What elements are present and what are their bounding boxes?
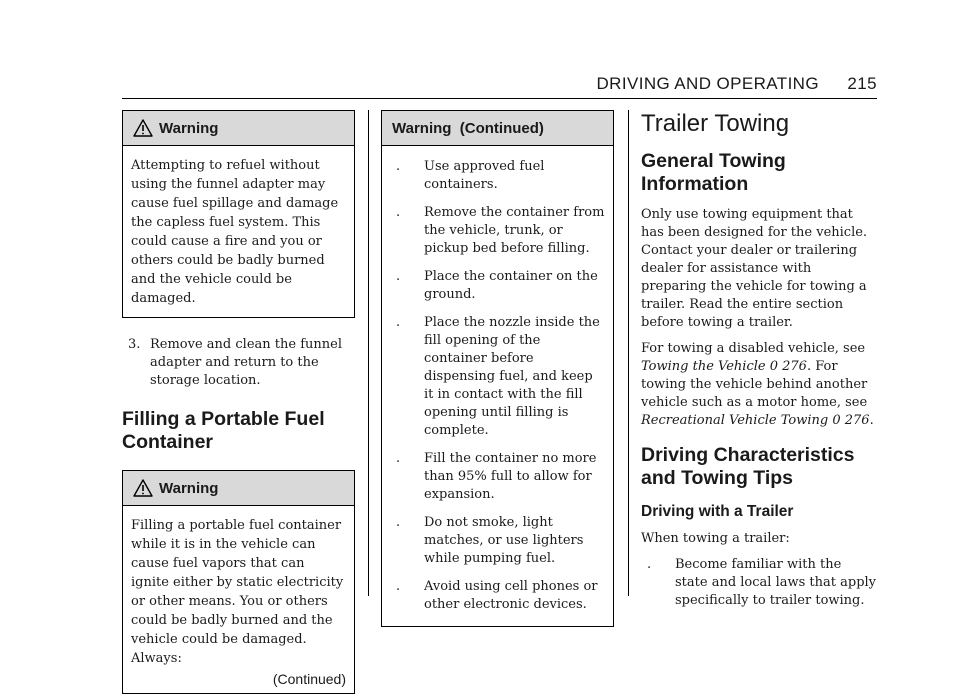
list-item-text: Place the container on the ground. — [424, 269, 598, 302]
list-item-text: Avoid using cell phones or other electronic devices. — [424, 579, 598, 612]
list-item — [390, 578, 605, 614]
bullet-mark: . — [647, 557, 652, 572]
page-ref[interactable]: 276 — [782, 359, 807, 374]
warning-header — [123, 471, 354, 506]
page-number: 215 — [847, 74, 877, 93]
cross-reference-link[interactable]: Recreational Vehicle Towing — [641, 413, 829, 428]
page-header — [122, 68, 877, 99]
section-heading: General Towing Information — [641, 150, 786, 195]
list-item-text: Fill the container no more than 95% full to allow for expansion. — [424, 451, 597, 502]
warning-triangle-icon — [133, 479, 153, 497]
warning-box — [122, 110, 355, 318]
text: . — [869, 413, 874, 428]
bullet-mark: . — [396, 315, 401, 330]
page-ref-symbol: 0 — [769, 359, 778, 374]
text: . For towing the vehicle behind another vehicle such as a motor home, see — [641, 359, 868, 410]
warning-body: Attempting to refuel without using the funnel adapter may cause fuel spillage and damage the capless fuel system. This could cause a fire and you or others could be badly burned and the vehicle could be damaged. — [131, 158, 339, 306]
bullet-mark: . — [396, 579, 401, 594]
page-ref-symbol: 0 — [832, 413, 841, 428]
list-item — [390, 268, 605, 304]
list-item — [390, 314, 605, 440]
chapter-title: Trailer Towing — [641, 110, 790, 137]
warning-triangle-icon — [133, 119, 153, 137]
step-text: Remove and clean the funnel adapter and return to the storage location. — [150, 337, 342, 388]
text: For towing a disabled vehicle, see — [641, 341, 866, 356]
cross-reference-link[interactable]: Towing the Vehicle — [641, 359, 766, 374]
warning-box-continued — [381, 110, 614, 627]
column-divider — [628, 110, 629, 596]
column-divider — [368, 110, 369, 596]
bullet-mark: . — [396, 159, 401, 174]
warning-title: Warning (Continued) — [392, 119, 544, 137]
warning-header — [382, 111, 613, 146]
step-item — [122, 336, 355, 390]
list-item — [641, 556, 877, 610]
column-1 — [122, 110, 355, 694]
list-item — [390, 158, 605, 194]
list-item — [390, 450, 605, 504]
list-item — [390, 514, 605, 568]
paragraph: Only use towing equipment that has been designed for the vehicle. Contact your dealer or trailering dealer for assistance with preparing the vehicle for towing a trailer. Read the entire section before towing a trailer. — [641, 207, 868, 330]
bullet-mark: . — [396, 269, 401, 284]
list-item — [390, 204, 605, 258]
bullet-mark: . — [396, 451, 401, 466]
warning-bullets — [382, 146, 613, 626]
warning-body — [123, 506, 354, 693]
warning-box — [122, 470, 355, 694]
warning-title: Warning — [159, 119, 219, 137]
warning-text: Filling a portable fuel container while it is in the vehicle can cause fuel vapors that can ignite either by static electricity or other means. You or others could be badly burned and the vehicle could be damaged. Always: — [131, 518, 344, 666]
list-item-text: Remove the container from the vehicle, trunk, or pickup bed before filling. — [424, 205, 605, 256]
list-item-text: Do not smoke, light matches, or use lighters while pumping fuel. — [424, 515, 584, 566]
list-item-text: Place the nozzle inside the fill opening of the container before dispensing fuel, and keep it in contact with the fill opening until filling is complete. — [424, 315, 600, 438]
section-title: DRIVING AND OPERATING — [596, 74, 819, 93]
bullet-mark: . — [396, 205, 401, 220]
list-item-text: Use approved fuel containers. — [424, 159, 545, 192]
column-3 — [641, 110, 877, 620]
continued-label: (Continued) — [272, 671, 346, 687]
page-ref[interactable]: 276 — [844, 413, 870, 428]
warning-header — [123, 111, 354, 146]
column-2 — [381, 110, 614, 627]
bullet-mark: . — [396, 515, 401, 530]
subsection-heading: Driving with a Trailer — [641, 503, 794, 520]
section-heading: Driving Characteristics and Towing Tips — [641, 444, 855, 489]
paragraph: When towing a trailer: — [641, 531, 790, 546]
warning-title: Warning — [159, 479, 219, 497]
list-item-text: Become familiar with the state and local laws that apply specifically to trailer towing. — [675, 557, 877, 608]
paragraph-with-refs — [641, 340, 877, 430]
step-number: 3. — [128, 337, 141, 352]
section-heading: Filling a Portable Fuel Container — [122, 408, 325, 453]
